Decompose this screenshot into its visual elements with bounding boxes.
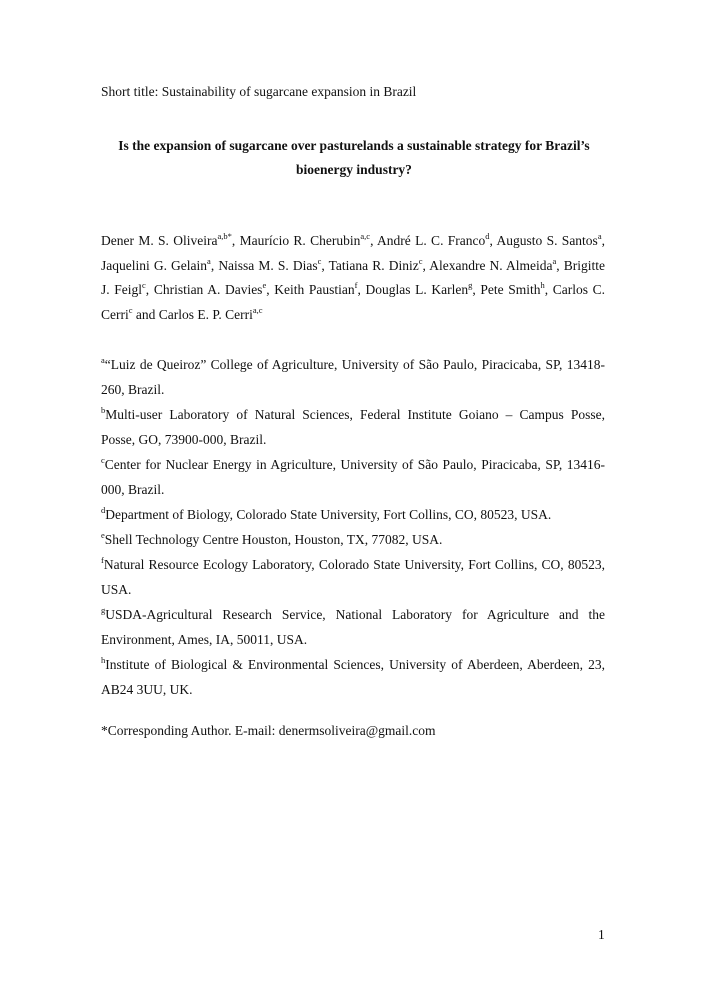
- page-number: 1: [598, 927, 605, 942]
- author-name: Dener M. S. Oliveira: [101, 233, 218, 248]
- affiliation-text: Center for Nuclear Energy in Agriculture, University of São Paulo, Piracicaba, SP, 13416-000, Brazil.: [101, 457, 605, 497]
- paper-title-line: Is the expansion of sugarcane over pasturelands a sustainable strategy for Brazil’s: [118, 138, 590, 153]
- author-affiliation-mark: a: [552, 255, 557, 266]
- author-list: [101, 229, 605, 327]
- affiliation-text: Department of Biology, Colorado State University, Fort Collins, CO, 80523, USA.: [105, 507, 552, 522]
- affiliation-entry: [101, 602, 605, 652]
- author-affiliation-mark: c: [317, 255, 322, 266]
- author-name: Naissa M. S. Dias: [218, 257, 318, 273]
- affiliation-entry: [101, 402, 605, 452]
- author-separator: ,: [266, 282, 275, 297]
- affiliation-text: Natural Resource Ecology Laboratory, Colorado State University, Fort Collins, CO, 80523, USA.: [101, 557, 605, 597]
- author: [480, 282, 552, 297]
- author-affiliation-mark: c: [418, 255, 423, 266]
- author-affiliation-mark: d: [485, 231, 490, 241]
- affiliation-key: a: [101, 355, 105, 365]
- author-separator: ,: [489, 233, 497, 248]
- author-name: Keith Paustian: [274, 282, 355, 297]
- author-affiliation-mark: a,c: [360, 231, 371, 241]
- author-name: Maurício R. Cherubin: [239, 233, 361, 248]
- affiliation-list: [101, 352, 605, 702]
- author-separator: ,: [422, 257, 430, 273]
- author-separator: ,: [472, 282, 481, 297]
- affiliation-text: Shell Technology Centre Houston, Houston, TX, 77082, USA.: [104, 532, 443, 547]
- affiliation-key: h: [101, 655, 106, 665]
- author-name: André L. C. Franco: [377, 233, 486, 248]
- affiliation-key: f: [101, 555, 104, 565]
- author: [365, 282, 480, 297]
- author-affiliation-mark: g: [468, 280, 473, 290]
- author-separator: and: [132, 306, 159, 322]
- author: [429, 255, 564, 273]
- author-name: Jaquelini G. Gelain: [101, 257, 208, 273]
- author-name: Christian A. Davies: [153, 282, 263, 297]
- affiliation-key: e: [101, 530, 105, 540]
- author-separator: ,: [145, 282, 154, 297]
- affiliation-entry: [101, 552, 605, 602]
- author-separator: ,: [544, 282, 553, 297]
- author-affiliation-mark: a,c: [252, 304, 263, 315]
- affiliation-text: USDA-Agricultural Research Service, National Laboratory for Agriculture and the Environment, Ames, IA, 50011, USA.: [101, 607, 605, 647]
- affiliation-entry: [101, 352, 605, 402]
- affiliation-entry: [101, 527, 605, 552]
- author-affiliation-mark: a: [207, 255, 211, 266]
- short-title: Short title: Sustainability of sugarcane expansion in Brazil: [101, 84, 417, 99]
- author: [101, 233, 240, 248]
- author-separator: ,: [601, 233, 605, 248]
- author: [240, 233, 377, 248]
- author: [377, 233, 496, 248]
- author-separator: ,: [231, 233, 240, 248]
- paper-title: [96, 134, 612, 182]
- affiliation-key: c: [101, 455, 105, 465]
- author-affiliation-mark: a,b*: [217, 231, 232, 241]
- author: [101, 255, 219, 273]
- affiliation-text: Multi-user Laboratory of Natural Sciences, Federal Institute Goiano – Campus Posse, Posse, GO, 73900-000, Brazil.: [101, 407, 605, 447]
- affiliation-text: “Luiz de Queiroz” College of Agriculture, University of São Paulo, Piracicaba, SP, 13418-260, Brazil.: [101, 357, 605, 397]
- affiliation-entry: [101, 502, 605, 527]
- author-separator: ,: [556, 257, 564, 273]
- author-name: Pete Smith: [480, 282, 541, 297]
- author: [218, 255, 329, 273]
- author-affiliation-mark: f: [354, 280, 358, 290]
- author-separator: ,: [357, 282, 366, 297]
- author-separator: ,: [210, 257, 219, 273]
- author: [158, 304, 263, 322]
- author-name: Carlos E. P. Cerri: [158, 306, 253, 322]
- paper-title-line: bioenergy industry?: [296, 162, 412, 177]
- affiliation-key: d: [101, 505, 106, 515]
- author-affiliation-mark: c: [128, 304, 133, 315]
- author-name: Alexandre N. Almeida: [429, 257, 553, 273]
- author-affiliation-mark: e: [262, 280, 267, 290]
- author-affiliation-mark: a: [597, 231, 602, 241]
- corresponding-author: *Corresponding Author. E-mail: denermsoliveira@gmail.com: [101, 723, 436, 738]
- affiliation-entry: [101, 652, 605, 702]
- author: [328, 255, 430, 273]
- author: [154, 282, 274, 297]
- affiliation-key: g: [101, 605, 106, 615]
- affiliation-text: Institute of Biological & Environmental Sciences, University of Aberdeen, Aberdeen, 23, AB24 3UU, UK.: [101, 657, 605, 697]
- author-name: Brigitte J. Feigl: [101, 257, 606, 297]
- author-affiliation-mark: c: [142, 280, 146, 290]
- author-separator: ,: [321, 257, 329, 273]
- author-affiliation-mark: h: [540, 280, 545, 290]
- author-name: Douglas L. Karlen: [365, 282, 469, 297]
- author-name: Carlos C. Cerri: [101, 282, 606, 322]
- author-name: Augusto S. Santos: [496, 233, 598, 248]
- author: [497, 233, 605, 248]
- author-separator: ,: [370, 233, 378, 248]
- author-name: Tatiana R. Diniz: [328, 257, 419, 273]
- affiliation-entry: [101, 452, 605, 502]
- author: [274, 282, 365, 297]
- affiliation-key: b: [101, 405, 106, 415]
